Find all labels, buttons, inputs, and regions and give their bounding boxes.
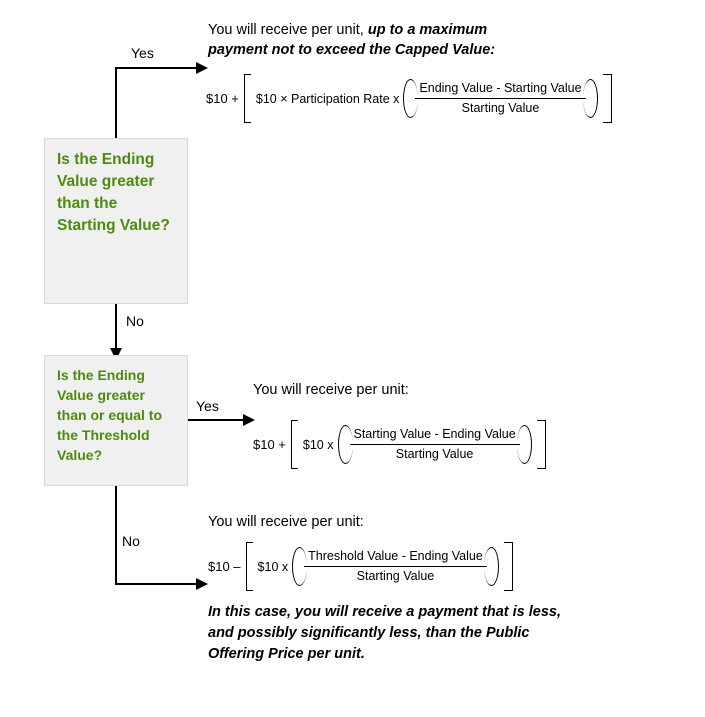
outcome-text-capped-emphasis: up to a maximum payment not to exceed the Capped Value: <box>208 22 496 58</box>
formula-below-threshold-numerator: Threshold Value - Ending Value <box>304 549 487 567</box>
decision-box-ending-vs-starting <box>44 138 188 304</box>
formula-capped-numerator: Ending Value - Starting Value <box>415 81 585 99</box>
outcome-text-below-threshold: You will receive per unit: <box>208 514 364 530</box>
outcome-text-threshold: You will receive per unit: <box>253 382 409 398</box>
decision-box-2-text: Is the Ending Value greater than or equal to the Threshold Value? <box>57 367 162 463</box>
formula-threshold-inner <box>298 420 537 469</box>
bracket-left-icon <box>289 420 298 469</box>
formula-capped-lead: $10 + <box>206 91 239 107</box>
formula-capped-inner-lead: $10 × Participation Rate x <box>255 91 400 106</box>
paren-right-icon <box>524 425 532 464</box>
paren-right-icon <box>491 547 499 586</box>
bracket-right-icon <box>603 74 612 123</box>
paren-left-icon <box>292 547 300 586</box>
formula-capped-denominator: Starting Value <box>461 100 540 115</box>
branch-label-no-bottom: No <box>122 533 140 549</box>
formula-capped-fraction <box>411 79 589 118</box>
formula-below-threshold <box>208 542 513 591</box>
formula-threshold-fraction <box>346 425 524 464</box>
branch-label-no-top: No <box>126 313 144 329</box>
formula-below-threshold-lead: $10 – <box>208 559 241 575</box>
formula-capped-inner <box>251 74 603 123</box>
formula-below-threshold-inner-lead: $10 x <box>257 559 289 574</box>
formula-below-threshold-inner <box>253 542 504 591</box>
formula-threshold-denominator: Starting Value <box>395 446 474 461</box>
branch-label-yes-top: Yes <box>131 45 154 61</box>
formula-capped <box>206 74 612 123</box>
paren-left-icon <box>403 79 411 118</box>
formula-threshold <box>253 420 546 469</box>
formula-threshold-inner-lead: $10 x <box>302 437 334 452</box>
formula-threshold-numerator: Starting Value - Ending Value <box>350 427 520 445</box>
bracket-left-icon <box>242 74 251 123</box>
decision-box-1-text: Is the Ending Value greater than the Starting Value? <box>57 151 170 234</box>
outcome-text-capped-plain: You will receive per unit, <box>208 22 368 38</box>
outcome-note-below-threshold: In this case, you will receive a payment that is less, and possibly significantly less, than the Public Offering Price per unit. <box>208 604 561 663</box>
decision-box-ending-vs-threshold <box>44 355 188 486</box>
branch-label-yes-bottom: Yes <box>196 398 219 414</box>
bracket-right-icon <box>504 542 513 591</box>
outcome-text-capped <box>208 20 538 60</box>
bracket-right-icon <box>537 420 546 469</box>
formula-threshold-lead: $10 + <box>253 437 286 453</box>
paren-right-icon <box>590 79 598 118</box>
formula-below-threshold-fraction <box>300 547 491 586</box>
formula-below-threshold-denominator: Starting Value <box>356 568 435 583</box>
paren-left-icon <box>338 425 346 464</box>
bracket-left-icon <box>244 542 253 591</box>
